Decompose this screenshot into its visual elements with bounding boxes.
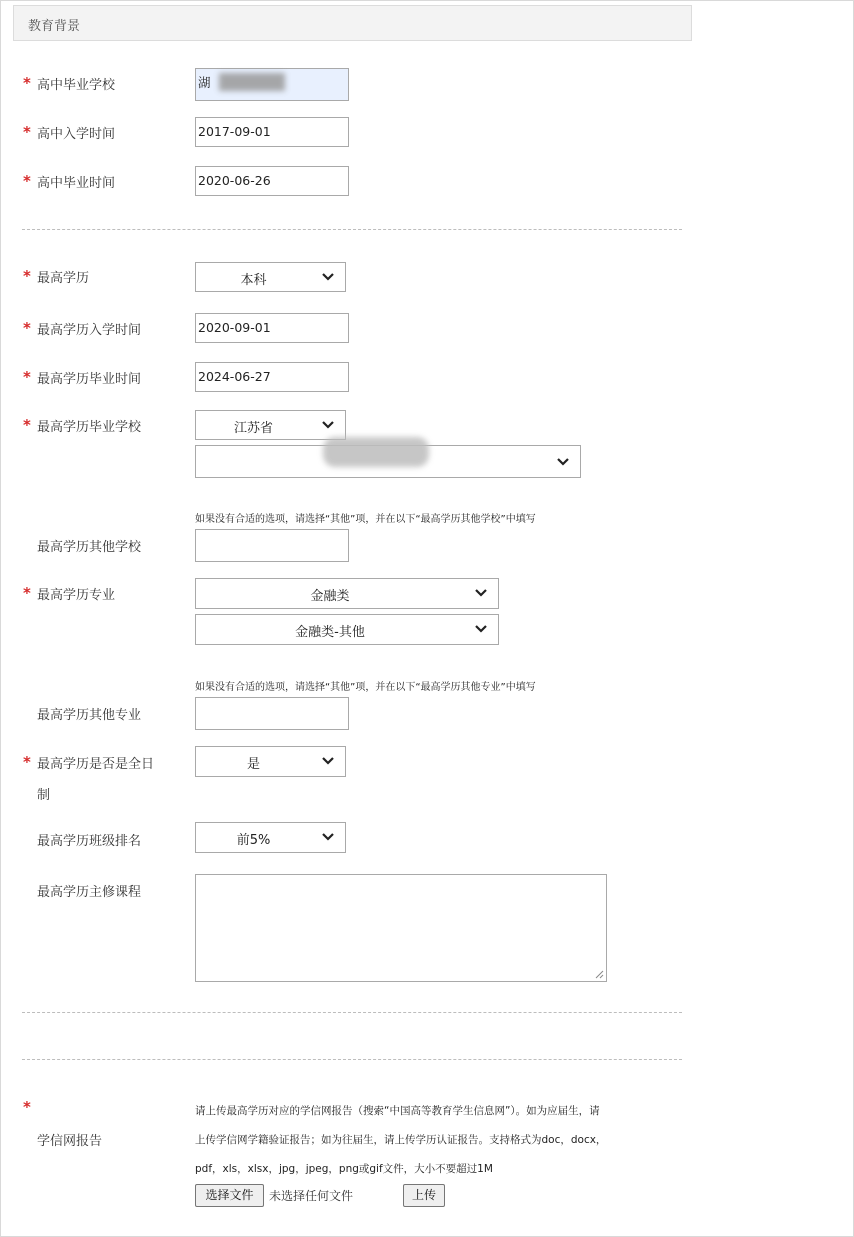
section-divider — [22, 1012, 682, 1013]
full-time-value: 是 — [246, 757, 260, 772]
chevron-down-icon — [556, 455, 570, 469]
degree-select[interactable] — [195, 262, 346, 292]
major-hint: 如果没有合适的选项，请选择“其他”项，并在以下“最高学历其他专业”中填写 — [195, 682, 536, 693]
rank-label: 最高学历班级排名 — [37, 834, 142, 849]
rank-select[interactable] — [195, 822, 346, 853]
hs-start-label: 高中入学时间 — [37, 127, 116, 142]
major-sub-select[interactable] — [195, 614, 499, 645]
courses-textarea[interactable] — [195, 874, 607, 982]
major-category-select[interactable] — [195, 578, 499, 609]
hs-grad-label: 高中毕业时间 — [37, 176, 116, 191]
rank-value: 前5% — [236, 833, 271, 848]
hs-grad-input[interactable]: 2020-06-26 — [195, 166, 349, 196]
section-divider — [22, 229, 682, 230]
no-file-text: 未选择任何文件 — [269, 1189, 354, 1203]
province-select[interactable] — [195, 410, 346, 440]
required-mark: * — [23, 319, 31, 337]
degree-start-input[interactable]: 2020-09-01 — [195, 313, 349, 343]
redaction-blur — [323, 437, 429, 467]
section-title: 教育背景 — [28, 19, 81, 34]
major-label: 最高学历专业 — [37, 588, 116, 603]
chevron-down-icon — [321, 418, 335, 432]
required-mark: * — [23, 267, 31, 285]
degree-start-label: 最高学历入学时间 — [37, 323, 142, 338]
resize-grip-icon[interactable] — [594, 969, 604, 979]
degree-label: 最高学历 — [37, 271, 90, 286]
choose-file-button[interactable]: 选择文件 — [195, 1184, 264, 1207]
required-mark: * — [23, 172, 31, 190]
courses-label: 最高学历主修课程 — [37, 885, 142, 900]
chsi-note-line3: pdf，xls，xlsx，jpg，jpeg，png或gif文件，大小不要超过1M — [195, 1163, 493, 1175]
required-mark: * — [23, 1098, 31, 1116]
other-major-input[interactable] — [195, 697, 349, 730]
required-mark: * — [23, 368, 31, 386]
required-mark: * — [23, 753, 31, 771]
required-mark: * — [23, 74, 31, 92]
chevron-down-icon — [321, 754, 335, 768]
chsi-note-line1: 请上传最高学历对应的学信网报告（搜索“中国高等教育学生信息网”）。如为应届生，请 — [195, 1105, 600, 1117]
required-mark: * — [23, 123, 31, 141]
chsi-label: 学信网报告 — [37, 1134, 103, 1149]
province-select-value: 江苏省 — [233, 421, 273, 436]
hs-start-input[interactable]: 2017-09-01 — [195, 117, 349, 147]
chevron-down-icon — [474, 622, 488, 636]
hs-school-value: 湖 — [198, 75, 211, 90]
required-mark: * — [23, 416, 31, 434]
other-major-label: 最高学历其他专业 — [37, 708, 142, 723]
hs-school-label: 高中毕业学校 — [37, 78, 116, 93]
redaction-blur — [219, 73, 285, 91]
degree-grad-input[interactable]: 2024-06-27 — [195, 362, 349, 392]
required-mark: * — [23, 584, 31, 602]
full-time-label: 最高学历是否是全日 — [37, 757, 155, 772]
upload-button[interactable]: 上传 — [403, 1184, 445, 1207]
major-category-value: 金融类 — [310, 589, 350, 604]
chevron-down-icon — [321, 270, 335, 284]
full-time-label-line2: 制 — [37, 788, 51, 803]
major-sub-value: 金融类-其他 — [295, 625, 365, 640]
chevron-down-icon — [321, 830, 335, 844]
school-hint: 如果没有合适的选项，请选择“其他”项，并在以下“最高学历其他学校”中填写 — [195, 514, 536, 525]
chevron-down-icon — [474, 586, 488, 600]
section-divider — [22, 1059, 682, 1060]
other-school-label: 最高学历其他学校 — [37, 540, 142, 555]
section-header — [13, 5, 692, 41]
degree-select-value: 本科 — [240, 273, 267, 288]
degree-grad-label: 最高学历毕业时间 — [37, 372, 142, 387]
chsi-note-line2: 上传学信网学籍验证报告；如为往届生，请上传学历认证报告。支持格式为doc，docx， — [195, 1134, 607, 1146]
degree-school-label: 最高学历毕业学校 — [37, 420, 142, 435]
other-school-input[interactable] — [195, 529, 349, 562]
full-time-select[interactable] — [195, 746, 346, 777]
